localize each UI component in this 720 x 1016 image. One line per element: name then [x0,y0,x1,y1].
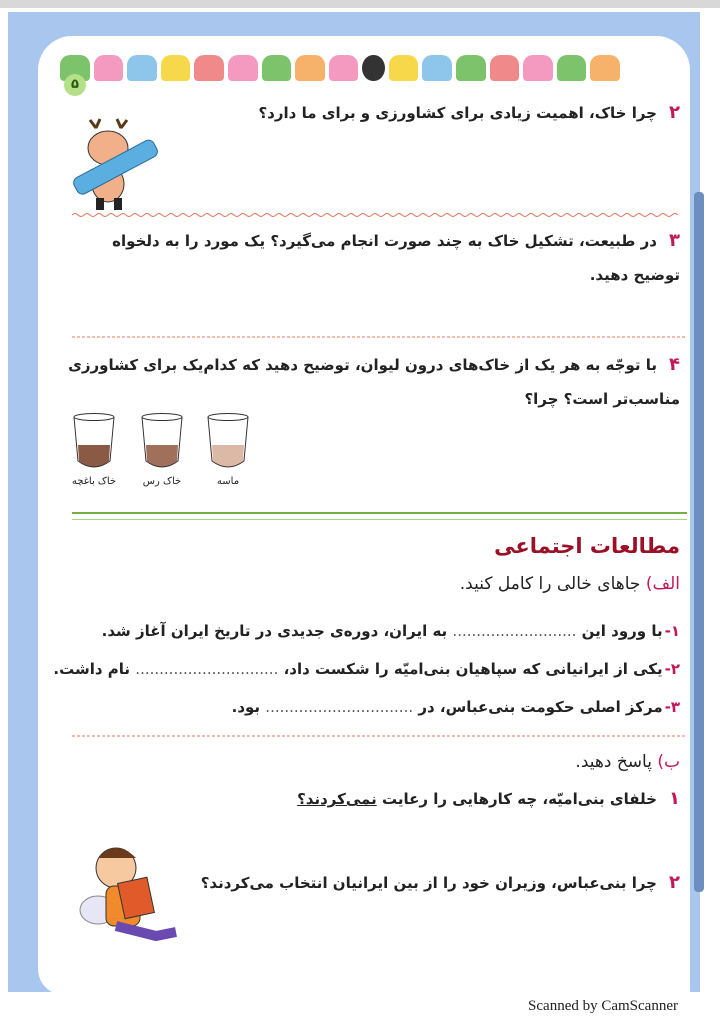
blank-field[interactable]: .............................. [135,660,279,678]
soil-glass [72,413,116,471]
section-divider [72,512,687,520]
question-text: با توجّه به هر یک از خاک‌های درون لیوان، توضیح دهید که کدام‌یک برای کشاورزی [68,356,657,374]
section-heading-social-studies: مطالعات اجتماعی [494,534,680,558]
question-text-line2: مناسب‌تر است؟ چرا؟ [524,390,680,408]
social-question-1: ۱خلفای بنی‌امیّه، چه کارهایی را رعایت نمی‌کردند؟ [297,788,680,809]
soil-glass [206,413,250,471]
science-question-3: ۳در طبیعت، تشکیل خاک به چند صورت انجام می‌گیرد؟ یک مورد را به دلخواه توضیح دهید. [112,224,680,292]
question-text: در طبیعت، تشکیل خاک به چند صورت انجام می‌گیرد؟ یک مورد را به دلخواه [112,232,657,250]
question-text-line2: توضیح دهید. [589,266,680,284]
blank-field[interactable]: .......................... [452,622,577,640]
fill-blank-item-2: ۲-یکی از ایرانیانی که سپاهیان بنی‌امیّه را شکست داد، .............................. نام داشت. [53,660,680,678]
glass-label: خاک باغچه [71,476,117,487]
wavy-divider [72,212,687,218]
underlined-word: نمی‌کردند؟ [297,790,377,808]
science-question-2: ۲چرا خاک، اهمیت زیادی برای کشاورزی و برای ما دارد؟ [258,102,680,123]
part-b-title: ب) پاسخ دهید. [575,752,680,772]
wavy-divider [72,733,687,739]
scanner-watermark: Scanned by CamScanner [528,998,678,1014]
glass-label: خاک رس [142,476,182,487]
page-binding [694,192,704,892]
decorative-banner [60,48,620,88]
glass-label: ماسه [216,476,240,487]
page-number: ۵ [64,74,86,96]
science-question-4: ۴با توجّه به هر یک از خاک‌های درون لیوان، توضیح دهید که کدام‌یک برای کشاورزی مناسب‌تر است؟ چرا؟ [68,348,680,416]
blank-field[interactable]: ............................... [265,698,414,716]
social-question-2: ۲چرا بنی‌عباس، وزیران خود را از بین ایرانیان انتخاب می‌کردند؟ [200,872,680,893]
part-a-title: الف) جاهای خالی را کامل کنید. [459,574,680,594]
window-top-bar [0,0,720,8]
wavy-divider [72,334,687,340]
fill-blank-item-1: ۱-با ورود این .......................... به ایران، دوره‌ی جدیدی در تاریخ ایران آغاز شد. [101,622,680,640]
fill-blank-item-3: ۳-مرکز اصلی حکومت بنی‌عباس، در ............................... بود. [231,698,680,716]
deer-with-pencil-illustration [66,118,161,213]
soil-glass [140,413,184,471]
question-text: چرا خاک، اهمیت زیادی برای کشاورزی و برای ما دارد؟ [258,104,657,122]
boy-reading-illustration [76,840,186,950]
